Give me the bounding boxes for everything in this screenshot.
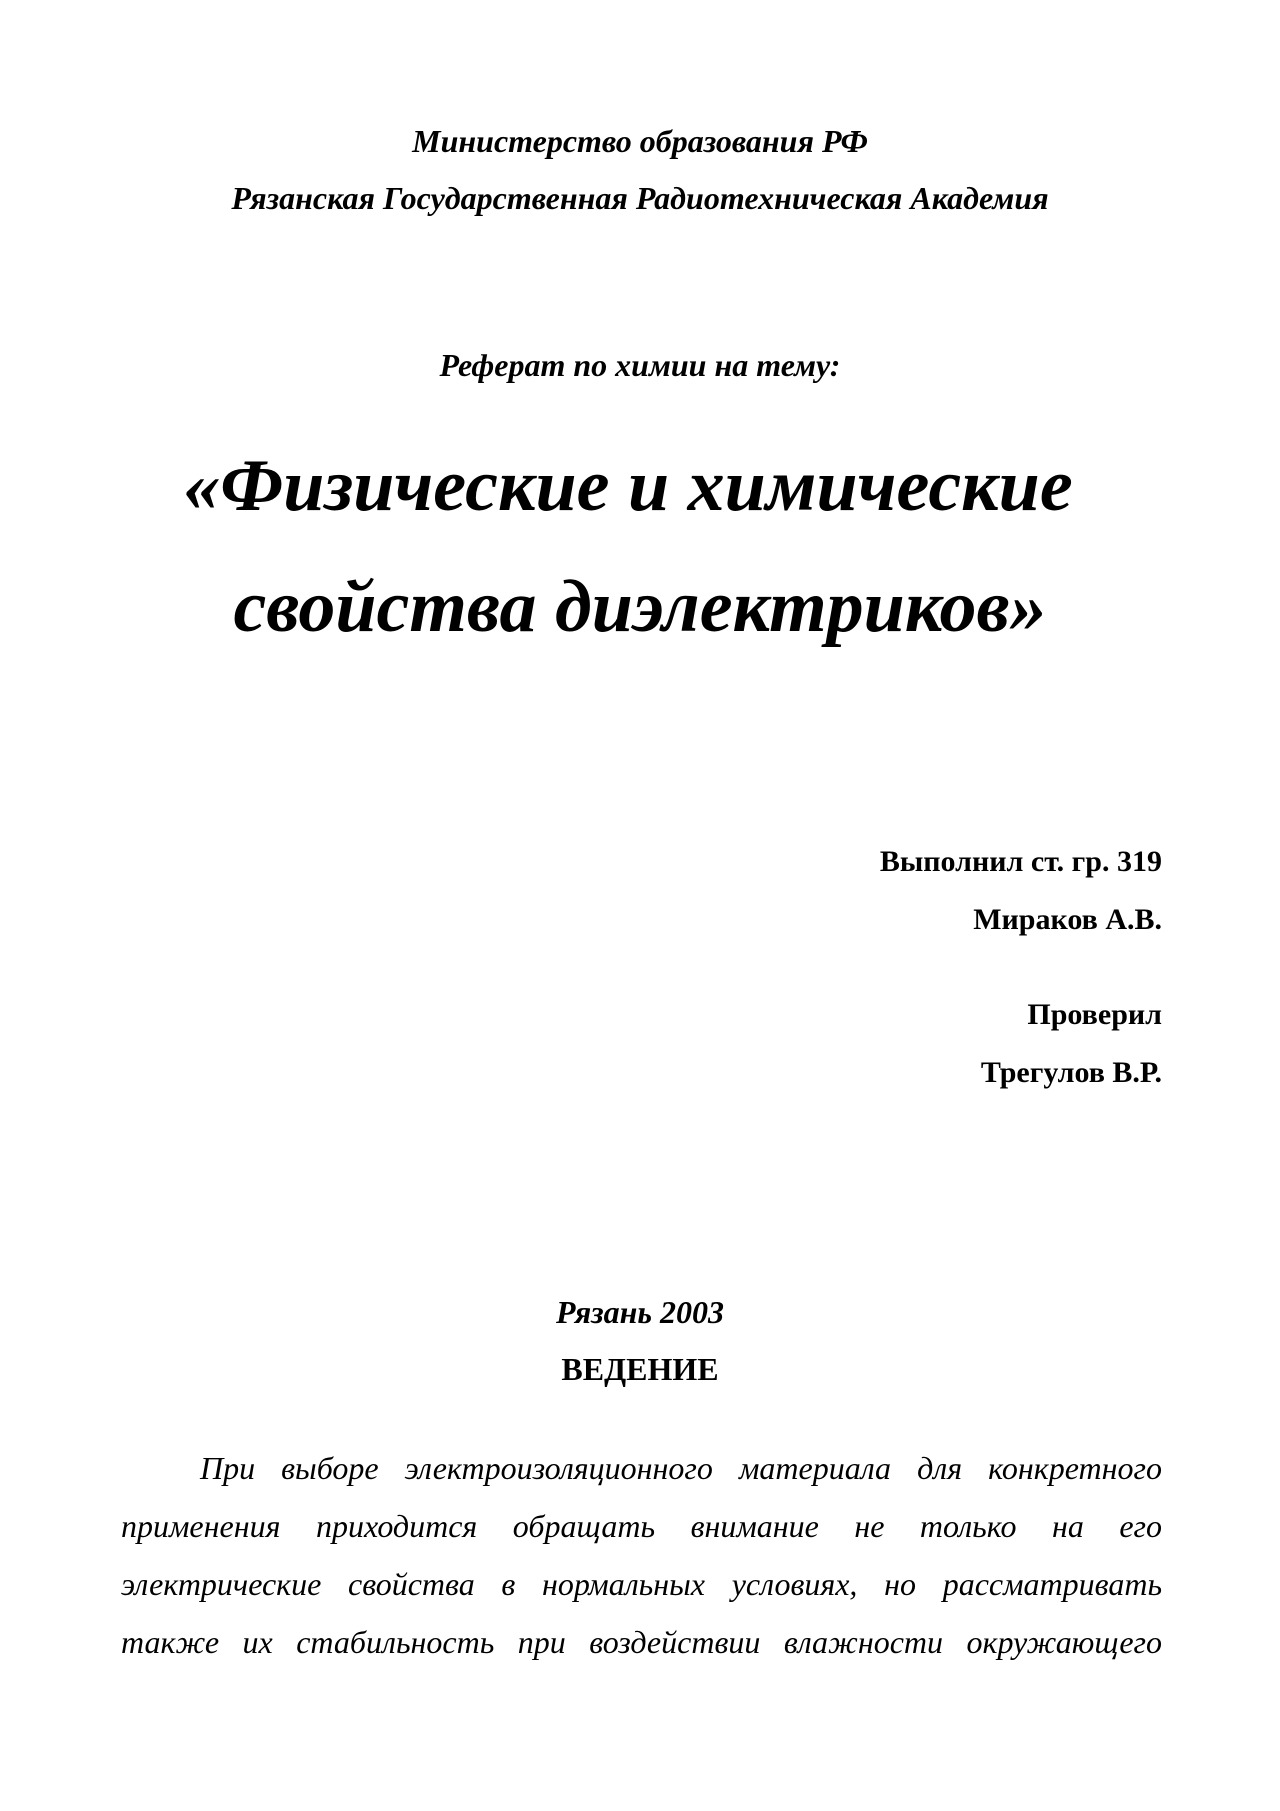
city-year: Рязань 2003 (555, 1294, 725, 1330)
paragraph-line: При выборе электроизоляционного материала для конкретного (200, 1450, 1162, 1486)
checked-by-label: Проверил (1027, 998, 1162, 1031)
ministry-heading: Министерство образования РФ (412, 123, 868, 159)
intro-paragraph (121, 1439, 1162, 1671)
subject-line: Реферат по химии на тему: (439, 347, 841, 383)
title-line-1: «Физические и химические (183, 445, 1073, 527)
intro-heading: ВЕДЕНИЕ (561, 1351, 719, 1387)
academy-heading: Рязанская Государственная Радиотехническая Академия (231, 180, 1049, 216)
paragraph-line: электрические свойства в нормальных условиях, но рассматривать (121, 1566, 1162, 1602)
teacher-name: Трегулов В.Р. (980, 1056, 1162, 1089)
done-by-label: Выполнил ст. гр. 319 (879, 845, 1162, 878)
paragraph-line: применения приходится обращать внимание не только на его (121, 1508, 1162, 1544)
title-line-2: свойства диэлектриков» (233, 566, 1047, 648)
student-name: Мираков А.В. (973, 903, 1162, 936)
paragraph-line: также их стабильность при воздействии влажности окружающего (121, 1624, 1162, 1660)
